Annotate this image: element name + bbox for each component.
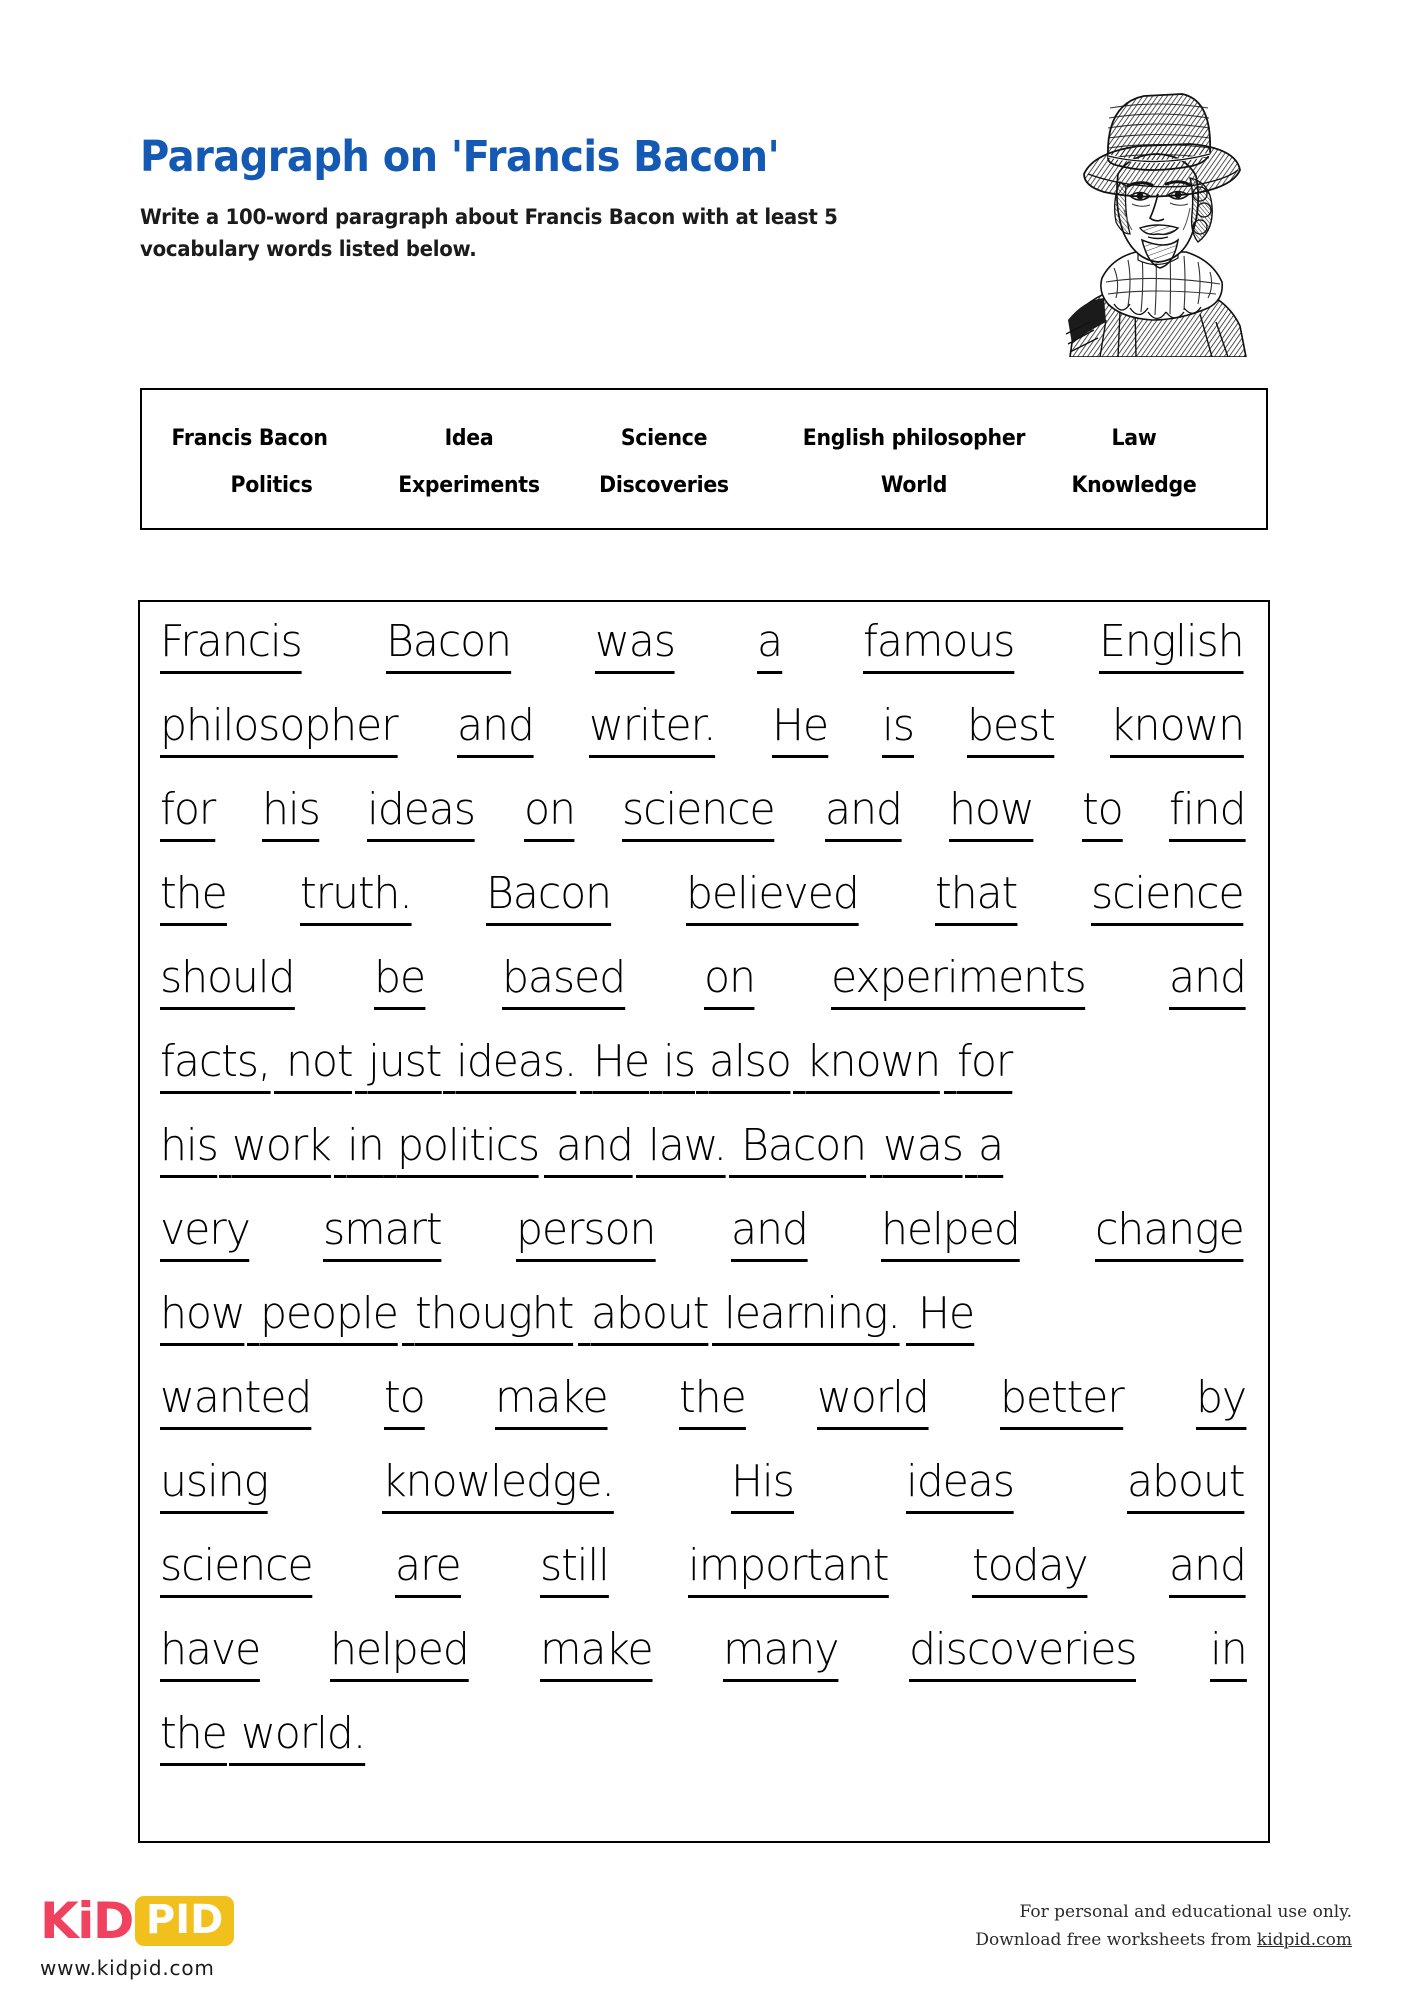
answer-word-space xyxy=(544,1124,556,1178)
answer-word-space xyxy=(696,1040,708,1094)
answer-word-space xyxy=(384,1124,396,1178)
answer-word: in xyxy=(347,1124,384,1178)
vocabulary-row-1 xyxy=(164,418,1244,451)
vocab-word: Idea xyxy=(444,426,494,451)
vocab-word: Knowledge xyxy=(1071,473,1197,498)
answer-word: known xyxy=(806,1040,940,1094)
answer-word-space xyxy=(334,1124,346,1178)
answer-word-space xyxy=(793,1040,805,1094)
answer-word: for xyxy=(957,1040,1012,1094)
answer-word: and xyxy=(556,1124,633,1178)
answer-word: about xyxy=(591,1292,708,1346)
answer-word: person xyxy=(516,1208,655,1262)
answer-word: English xyxy=(1099,620,1243,674)
answer-line xyxy=(160,1460,1248,1544)
answer-word: helped xyxy=(881,1208,1020,1262)
answer-word: work xyxy=(232,1124,331,1178)
answer-word: also xyxy=(709,1040,791,1094)
logo-website-url: www.kidpid.com xyxy=(40,1956,215,1980)
vocabulary-row-2 xyxy=(164,451,1244,498)
answer-word: people xyxy=(260,1292,398,1346)
answer-word: better xyxy=(1000,1376,1124,1430)
answer-word-space xyxy=(578,1292,590,1346)
answer-word: and xyxy=(457,704,534,758)
answer-word: helped xyxy=(330,1628,469,1682)
answer-word: ideas xyxy=(906,1460,1014,1514)
worksheet-header xyxy=(140,132,1040,266)
answer-word: thought xyxy=(415,1292,573,1346)
answer-word-space xyxy=(443,1040,455,1094)
answer-word: best xyxy=(967,704,1055,758)
answer-word: and xyxy=(825,788,902,842)
francis-bacon-portrait-icon xyxy=(1040,82,1270,357)
answer-word-space xyxy=(355,1040,367,1094)
answer-word-space xyxy=(247,1292,259,1346)
answer-word: He xyxy=(918,1292,974,1346)
answer-word-space xyxy=(944,1040,956,1094)
answer-word: facts, xyxy=(160,1040,270,1094)
answer-word: the xyxy=(160,1712,227,1766)
answer-word: philosopher xyxy=(160,704,397,758)
answer-word: truth. xyxy=(300,872,412,926)
answer-line xyxy=(160,788,1248,872)
answer-line xyxy=(160,620,1248,704)
answer-word: law. xyxy=(648,1124,726,1178)
answer-word: Bacon xyxy=(486,872,611,926)
vocab-word: English philosopher xyxy=(802,426,1026,451)
vocab-word: Discoveries xyxy=(599,473,729,498)
answer-line xyxy=(160,872,1248,956)
kidpid-logo[interactable] xyxy=(40,1892,300,1980)
answer-word: in xyxy=(1210,1628,1247,1682)
answer-line xyxy=(160,1376,1248,1460)
answer-word-space xyxy=(636,1124,648,1178)
answer-word: His xyxy=(731,1460,794,1514)
answer-word: and xyxy=(1169,956,1246,1010)
answer-word: He xyxy=(772,704,828,758)
answer-word: using xyxy=(160,1460,268,1514)
answer-word-space xyxy=(729,1124,741,1178)
answer-word: and xyxy=(1169,1544,1246,1598)
answer-word: should xyxy=(160,956,294,1010)
footer-note-line-2 xyxy=(975,1926,1352,1954)
answer-word: world xyxy=(817,1376,929,1430)
answer-word: wanted xyxy=(160,1376,311,1430)
answer-word: learning. xyxy=(724,1292,900,1346)
answer-word: that xyxy=(935,872,1017,926)
answer-word: famous xyxy=(863,620,1014,674)
answer-word: the xyxy=(679,1376,746,1430)
vocab-word: Francis Bacon xyxy=(171,426,328,451)
answer-word: Bacon xyxy=(741,1124,866,1178)
answer-word-space xyxy=(402,1292,414,1346)
answer-line xyxy=(160,704,1248,788)
answer-word: for xyxy=(160,788,215,842)
instructions-text: Write a 100-word paragraph about Francis Bacon with at least 5 vocabulary words listed below. xyxy=(140,205,838,262)
answer-word: writer. xyxy=(589,704,715,758)
vocab-word: World xyxy=(880,473,948,498)
answer-word: science xyxy=(160,1544,312,1598)
answer-word: very xyxy=(160,1208,250,1262)
answer-word: a xyxy=(757,620,782,674)
answer-word: politics xyxy=(397,1124,539,1178)
answer-word: knowledge. xyxy=(382,1460,614,1514)
vocab-word: Politics xyxy=(230,473,313,498)
answer-word: was xyxy=(595,620,675,674)
answer-writing-box[interactable] xyxy=(138,600,1270,1843)
answer-word: be xyxy=(374,956,425,1010)
vocab-word: Experiments xyxy=(398,473,540,498)
logo-mark xyxy=(40,1892,300,1950)
answer-word: smart xyxy=(323,1208,441,1262)
answer-word: ideas xyxy=(367,788,475,842)
footer-note-line-1: For personal and educational use only. xyxy=(1019,1902,1352,1922)
answer-line xyxy=(160,1544,1248,1628)
answer-word: to xyxy=(384,1376,425,1430)
answer-word: believed xyxy=(686,872,859,926)
handwritten-answer xyxy=(160,620,1248,1796)
answer-word: still xyxy=(540,1544,609,1598)
answer-word-space xyxy=(965,1124,977,1178)
answer-word-space xyxy=(650,1040,662,1094)
answer-word: world. xyxy=(241,1712,365,1766)
answer-line xyxy=(160,1124,1248,1208)
answer-word: known xyxy=(1110,704,1244,758)
answer-word: a xyxy=(978,1124,1003,1178)
answer-word: the xyxy=(160,872,227,926)
answer-line xyxy=(160,1628,1248,1712)
answer-word: based xyxy=(502,956,625,1010)
answer-word: how xyxy=(160,1292,245,1346)
answer-word: his xyxy=(262,788,320,842)
answer-word: ideas. xyxy=(456,1040,576,1094)
answer-word-space xyxy=(229,1712,241,1766)
answer-word: how xyxy=(949,788,1034,842)
footer-usage-note xyxy=(975,1898,1352,1954)
answer-word: was xyxy=(883,1124,963,1178)
answer-word: and xyxy=(731,1208,808,1262)
kidpid-link[interactable]: kidpid.com xyxy=(1256,1930,1352,1951)
answer-word-space xyxy=(712,1292,724,1346)
answer-line xyxy=(160,1208,1248,1292)
answer-word: change xyxy=(1095,1208,1244,1262)
answer-word: today xyxy=(972,1544,1088,1598)
answer-word: about xyxy=(1127,1460,1244,1514)
answer-word: to xyxy=(1082,788,1123,842)
logo-pid-text: PID xyxy=(135,1896,234,1946)
answer-word-space xyxy=(906,1292,918,1346)
answer-word: He xyxy=(593,1040,649,1094)
answer-word: by xyxy=(1196,1376,1246,1430)
footer-note-prefix: Download free worksheets from xyxy=(975,1930,1257,1951)
answer-word: on xyxy=(704,956,755,1010)
answer-line xyxy=(160,1712,1248,1796)
vocab-word: Science xyxy=(620,426,708,451)
answer-word-space xyxy=(580,1040,592,1094)
answer-word: many xyxy=(723,1628,838,1682)
answer-word: Francis xyxy=(160,620,302,674)
answer-word: Bacon xyxy=(386,620,511,674)
answer-word-space xyxy=(219,1124,231,1178)
vocabulary-word-bank xyxy=(140,388,1268,530)
answer-word: on xyxy=(524,788,575,842)
answer-word: make xyxy=(540,1628,653,1682)
answer-word-space xyxy=(870,1124,882,1178)
answer-word: science xyxy=(1091,872,1243,926)
answer-word: are xyxy=(395,1544,461,1598)
answer-word: discoveries xyxy=(909,1628,1136,1682)
answer-word: his xyxy=(160,1124,218,1178)
answer-word: important xyxy=(688,1544,888,1598)
answer-word: just xyxy=(368,1040,441,1094)
answer-word: experiments xyxy=(831,956,1086,1010)
answer-word: science xyxy=(622,788,774,842)
answer-word: find xyxy=(1169,788,1245,842)
answer-line xyxy=(160,1292,1248,1376)
page-title: Paragraph on 'Francis Bacon' xyxy=(140,132,780,182)
answer-word: is xyxy=(663,1040,695,1094)
answer-word: not xyxy=(286,1040,352,1094)
vocab-word: Law xyxy=(1111,426,1157,451)
answer-word-space xyxy=(274,1040,286,1094)
answer-word: make xyxy=(495,1376,608,1430)
answer-line xyxy=(160,956,1248,1040)
logo-kid-text: KiD xyxy=(40,1892,133,1950)
answer-line xyxy=(160,1040,1248,1124)
answer-word: is xyxy=(882,704,914,758)
answer-word: have xyxy=(160,1628,260,1682)
